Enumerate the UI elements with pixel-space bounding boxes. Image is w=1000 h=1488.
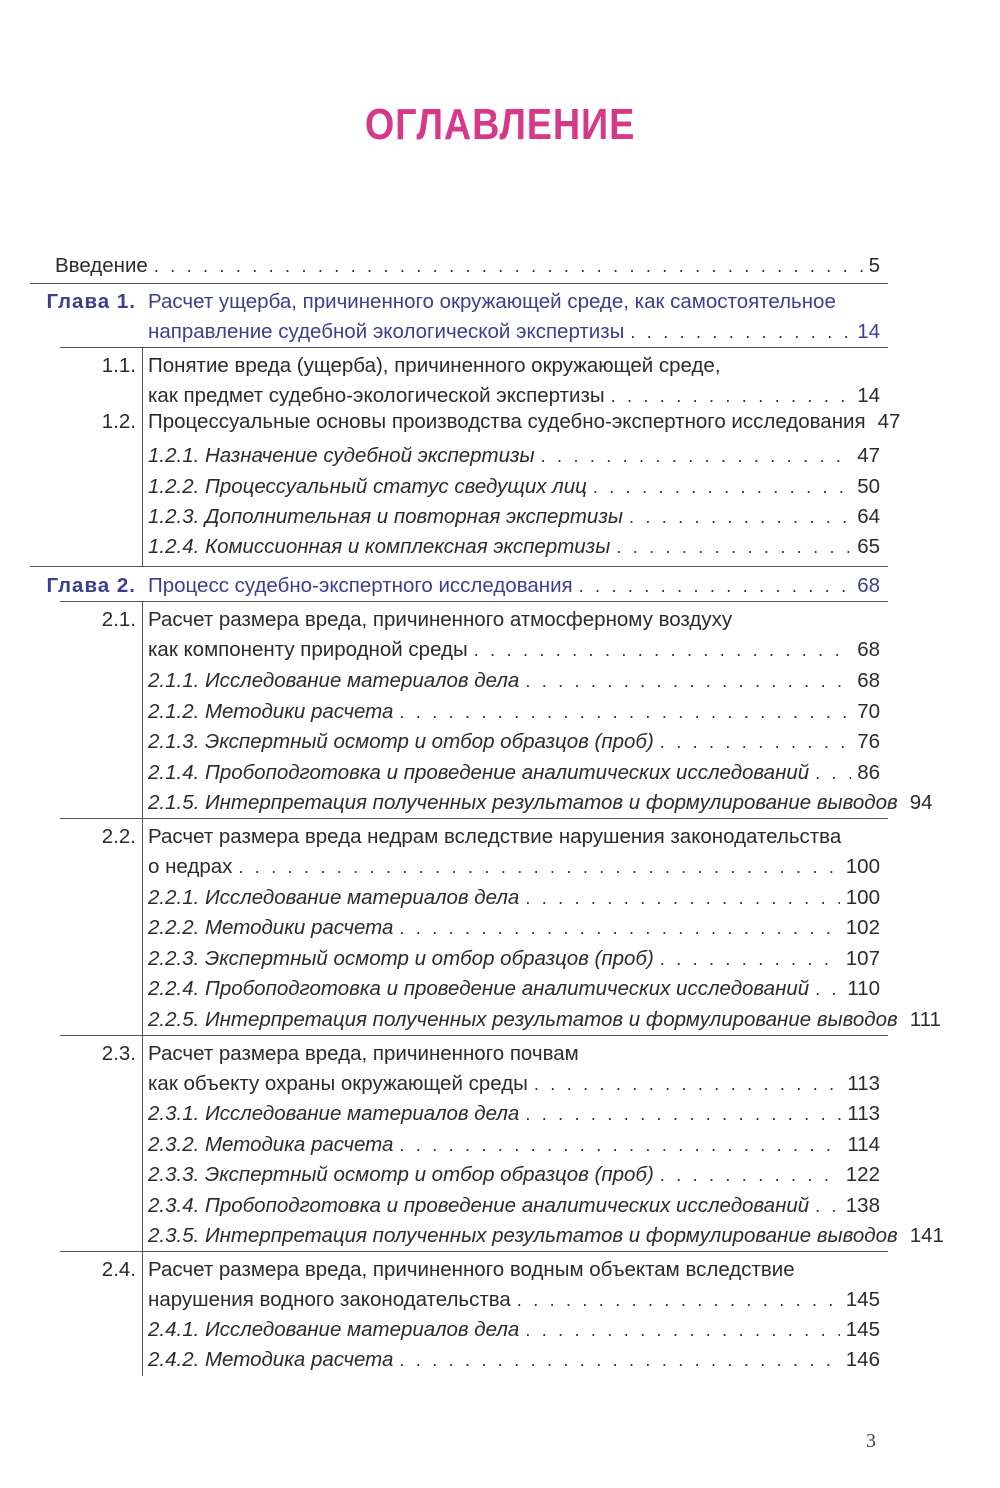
toc-entry-title: 2.2.2. Методики расчета bbox=[148, 916, 394, 939]
toc-entry-title: Расчет размера вреда, причиненного водным объектам вследствие bbox=[148, 1258, 795, 1281]
toc-entry-line bbox=[0, 572, 1000, 600]
toc-entry-title: 2.1.5. Интерпретация полученных результатов и формулирование выводов bbox=[148, 791, 898, 814]
toc-entry-page: 68 bbox=[857, 638, 880, 661]
separator-rule bbox=[60, 818, 888, 819]
toc-entry-title: 1.2.1. Назначение судебной экспертизы bbox=[148, 444, 535, 467]
dot-leader bbox=[525, 884, 839, 912]
toc-entry-title: о недрах bbox=[148, 855, 233, 878]
toc-entry-page: 94 bbox=[909, 791, 933, 814]
toc-entry-line bbox=[0, 408, 1000, 436]
toc-entry-title: как компоненту природной среды bbox=[148, 638, 468, 661]
toc-entry-line bbox=[0, 1346, 1000, 1374]
toc-entry-title: 2.3.4. Пробоподготовка и проведение аналитических исследований bbox=[148, 1194, 810, 1217]
toc-entry-number: 1.2. bbox=[101, 410, 136, 433]
toc-entry-title: 2.2.1. Исследование материалов дела bbox=[148, 886, 520, 909]
dot-leader bbox=[629, 503, 851, 531]
toc-entry-page: 76 bbox=[857, 730, 880, 753]
page-number: 3 bbox=[866, 1430, 876, 1452]
separator-rule-vertical bbox=[142, 601, 143, 818]
toc-entry-line bbox=[0, 533, 1000, 561]
toc-entry-title: Расчет размера вреда, причиненного атмосферному воздуху bbox=[148, 608, 733, 631]
toc-entry-page: 111 bbox=[909, 1008, 941, 1031]
dot-leader bbox=[611, 382, 852, 410]
toc-entry-line bbox=[0, 1316, 1000, 1344]
toc-entry-title: 2.2.4. Пробоподготовка и проведение аналитических исследований bbox=[148, 977, 810, 1000]
toc-entry-page: 110 bbox=[847, 977, 880, 1000]
toc-entry-page: 107 bbox=[845, 947, 880, 970]
separator-rule bbox=[60, 1035, 888, 1036]
toc-entry-line bbox=[0, 1040, 1000, 1068]
toc-entry-title: 1.2.3. Дополнительная и повторная экспертизы bbox=[148, 505, 623, 528]
toc-entry-page: 47 bbox=[877, 410, 901, 433]
dot-leader bbox=[534, 1070, 841, 1098]
dot-leader bbox=[399, 1346, 839, 1374]
toc-entry-page: 141 bbox=[909, 1224, 944, 1247]
toc-entry-line bbox=[0, 1131, 1000, 1159]
dot-leader bbox=[154, 252, 863, 280]
separator-rule bbox=[60, 601, 888, 602]
toc-entry-line bbox=[0, 853, 1000, 881]
dot-leader bbox=[616, 533, 851, 561]
toc-entry-title: направление судебной экологической экспертизы bbox=[148, 320, 625, 343]
dot-leader bbox=[815, 975, 841, 1003]
toc-entry-line bbox=[0, 606, 1000, 634]
toc-entry-line bbox=[0, 884, 1000, 912]
separator-rule bbox=[30, 283, 888, 284]
toc-entry-page: 14 bbox=[857, 320, 880, 343]
toc-entry-line bbox=[0, 1161, 1000, 1189]
toc-entry-line bbox=[0, 352, 1000, 380]
toc-entry-number: 2.3. bbox=[101, 1042, 136, 1065]
toc-entry-page: 145 bbox=[845, 1318, 880, 1341]
toc-entry-line bbox=[0, 1286, 1000, 1314]
toc-entry-line bbox=[0, 1222, 1000, 1250]
dot-leader bbox=[474, 636, 851, 664]
toc-entry-page: 70 bbox=[857, 700, 880, 723]
dot-leader bbox=[517, 1286, 840, 1314]
separator-rule-vertical bbox=[142, 818, 143, 1035]
toc-entry-title: Расчет размера вреда, причиненного почвам bbox=[148, 1042, 579, 1065]
toc-entry-line bbox=[0, 1256, 1000, 1284]
toc-entry-title: Процессуальные основы производства судебно-экспертного исследования bbox=[148, 410, 866, 433]
toc-entry-page: 145 bbox=[845, 1288, 880, 1311]
dot-leader bbox=[238, 853, 839, 881]
toc-entry-page: 102 bbox=[845, 916, 880, 939]
dot-leader bbox=[815, 1192, 840, 1220]
toc-entry-page: 122 bbox=[845, 1163, 880, 1186]
toc-entry-title: Понятие вреда (ущерба), причиненного окружающей среде, bbox=[148, 354, 721, 377]
toc-entry-title: Процесс судебно-экспертного исследования bbox=[148, 574, 573, 597]
toc-entry-title: как предмет судебно-экологической экспертизы bbox=[148, 384, 605, 407]
toc-entry-page: 138 bbox=[845, 1194, 880, 1217]
dot-leader bbox=[593, 473, 851, 501]
toc-entry-title: 2.2.3. Экспертный осмотр и отбор образцов (проб) bbox=[148, 947, 654, 970]
toc-entry-line bbox=[0, 636, 1000, 664]
toc-entry-number: Глава 2. bbox=[46, 574, 136, 597]
page-title: ОГЛАВЛЕНИЕ bbox=[364, 100, 636, 149]
toc-entry-line bbox=[0, 288, 1000, 316]
toc-entry-page: 64 bbox=[857, 505, 880, 528]
toc-entry-line bbox=[0, 318, 1000, 346]
toc-entry-title: 2.3.5. Интерпретация полученных результатов и формулирование выводов bbox=[148, 1224, 898, 1247]
dot-leader bbox=[660, 728, 851, 756]
toc-entry-title: 1.2.4. Комиссионная и комплексная экспертизы bbox=[148, 535, 611, 558]
toc-entry-page: 100 bbox=[845, 855, 880, 878]
toc-entry-title: 2.3.2. Методика расчета bbox=[148, 1133, 394, 1156]
toc-entry-line bbox=[0, 252, 1000, 280]
dot-leader bbox=[579, 572, 852, 600]
toc-entry-title: 2.3.1. Исследование материалов дела bbox=[148, 1102, 520, 1125]
toc-entry-line bbox=[0, 975, 1000, 1003]
toc-entry-line bbox=[0, 728, 1000, 756]
toc-entry-title: нарушения водного законодательства bbox=[148, 1288, 511, 1311]
toc-entry-page: 14 bbox=[857, 384, 880, 407]
toc-entry-line bbox=[0, 945, 1000, 973]
separator-rule bbox=[30, 566, 888, 567]
toc-entry-title: 2.1.1. Исследование материалов дела bbox=[148, 669, 520, 692]
toc-entry-title: 2.3.3. Экспертный осмотр и отбор образцов (проб) bbox=[148, 1163, 654, 1186]
dot-leader bbox=[630, 318, 851, 346]
dot-leader bbox=[815, 759, 851, 787]
toc-entry-page: 68 bbox=[857, 669, 880, 692]
toc-entry-page: 113 bbox=[847, 1102, 880, 1125]
toc-entry-title: Введение bbox=[55, 254, 148, 277]
toc-entry-line bbox=[0, 698, 1000, 726]
dot-leader bbox=[399, 698, 851, 726]
toc-entry-line bbox=[0, 823, 1000, 851]
toc-entry-number: 1.1. bbox=[101, 354, 136, 377]
dot-leader bbox=[399, 914, 839, 942]
toc-entry-number: 2.2. bbox=[101, 825, 136, 848]
toc-entry-line bbox=[0, 1192, 1000, 1220]
toc-entry-title: 1.2.2. Процессуальный статус сведущих лиц bbox=[148, 475, 587, 498]
separator-rule-vertical bbox=[142, 1035, 143, 1251]
toc-entry-line bbox=[0, 789, 1000, 817]
toc-entry-page: 65 bbox=[857, 535, 880, 558]
toc-entry-line bbox=[0, 503, 1000, 531]
toc-entry-title: 2.4.1. Исследование материалов дела bbox=[148, 1318, 520, 1341]
toc-entry-title: 2.2.5. Интерпретация полученных результатов и формулирование выводов bbox=[148, 1008, 898, 1031]
toc-entry-title: Расчет ущерба, причиненного окружающей среде, как самостоятельное bbox=[148, 290, 836, 313]
toc-entry-page: 68 bbox=[857, 574, 880, 597]
separator-rule-vertical bbox=[142, 347, 143, 567]
toc-entry-title: 2.1.3. Экспертный осмотр и отбор образцов (проб) bbox=[148, 730, 654, 753]
toc-entry-title: Расчет размера вреда недрам вследствие нарушения законодательства bbox=[148, 825, 842, 848]
toc-entry-title: 2.1.2. Методики расчета bbox=[148, 700, 394, 723]
toc-entry-line bbox=[0, 667, 1000, 695]
toc-entry-number: 2.1. bbox=[101, 608, 136, 631]
toc-entry-page: 113 bbox=[847, 1072, 880, 1095]
dot-leader bbox=[660, 1161, 840, 1189]
toc-entry-line bbox=[0, 473, 1000, 501]
toc-entry-number: Глава 1. bbox=[46, 290, 136, 313]
toc-entry-page: 100 bbox=[845, 886, 880, 909]
toc-entry-line bbox=[0, 382, 1000, 410]
toc-entry-line bbox=[0, 442, 1000, 470]
toc-entry-line bbox=[0, 1006, 1000, 1034]
toc-entry-line bbox=[0, 1100, 1000, 1128]
separator-rule bbox=[60, 347, 888, 348]
separator-rule bbox=[60, 1251, 888, 1252]
dot-leader bbox=[541, 442, 852, 470]
toc-entry-line bbox=[0, 1070, 1000, 1098]
dot-leader bbox=[525, 1316, 839, 1344]
toc-entry-page: 146 bbox=[845, 1348, 880, 1371]
toc-entry-title: как объекту охраны окружающей среды bbox=[148, 1072, 528, 1095]
toc-entry-title: 2.1.4. Пробоподготовка и проведение аналитических исследований bbox=[148, 761, 810, 784]
toc-entry-number: 2.4. bbox=[101, 1258, 136, 1281]
toc-entry-page: 114 bbox=[847, 1133, 880, 1156]
toc-entry-page: 50 bbox=[857, 475, 880, 498]
dot-leader bbox=[660, 945, 840, 973]
toc-entry-page: 86 bbox=[857, 761, 880, 784]
toc-entry-line bbox=[0, 914, 1000, 942]
dot-leader bbox=[525, 1100, 841, 1128]
separator-rule-vertical bbox=[142, 1251, 143, 1376]
dot-leader bbox=[525, 667, 851, 695]
toc-entry-title: 2.4.2. Методика расчета bbox=[148, 1348, 394, 1371]
toc-entry-line bbox=[0, 759, 1000, 787]
toc-entry-page: 47 bbox=[857, 444, 880, 467]
toc-entry-page: 5 bbox=[868, 254, 880, 277]
dot-leader bbox=[399, 1131, 841, 1159]
